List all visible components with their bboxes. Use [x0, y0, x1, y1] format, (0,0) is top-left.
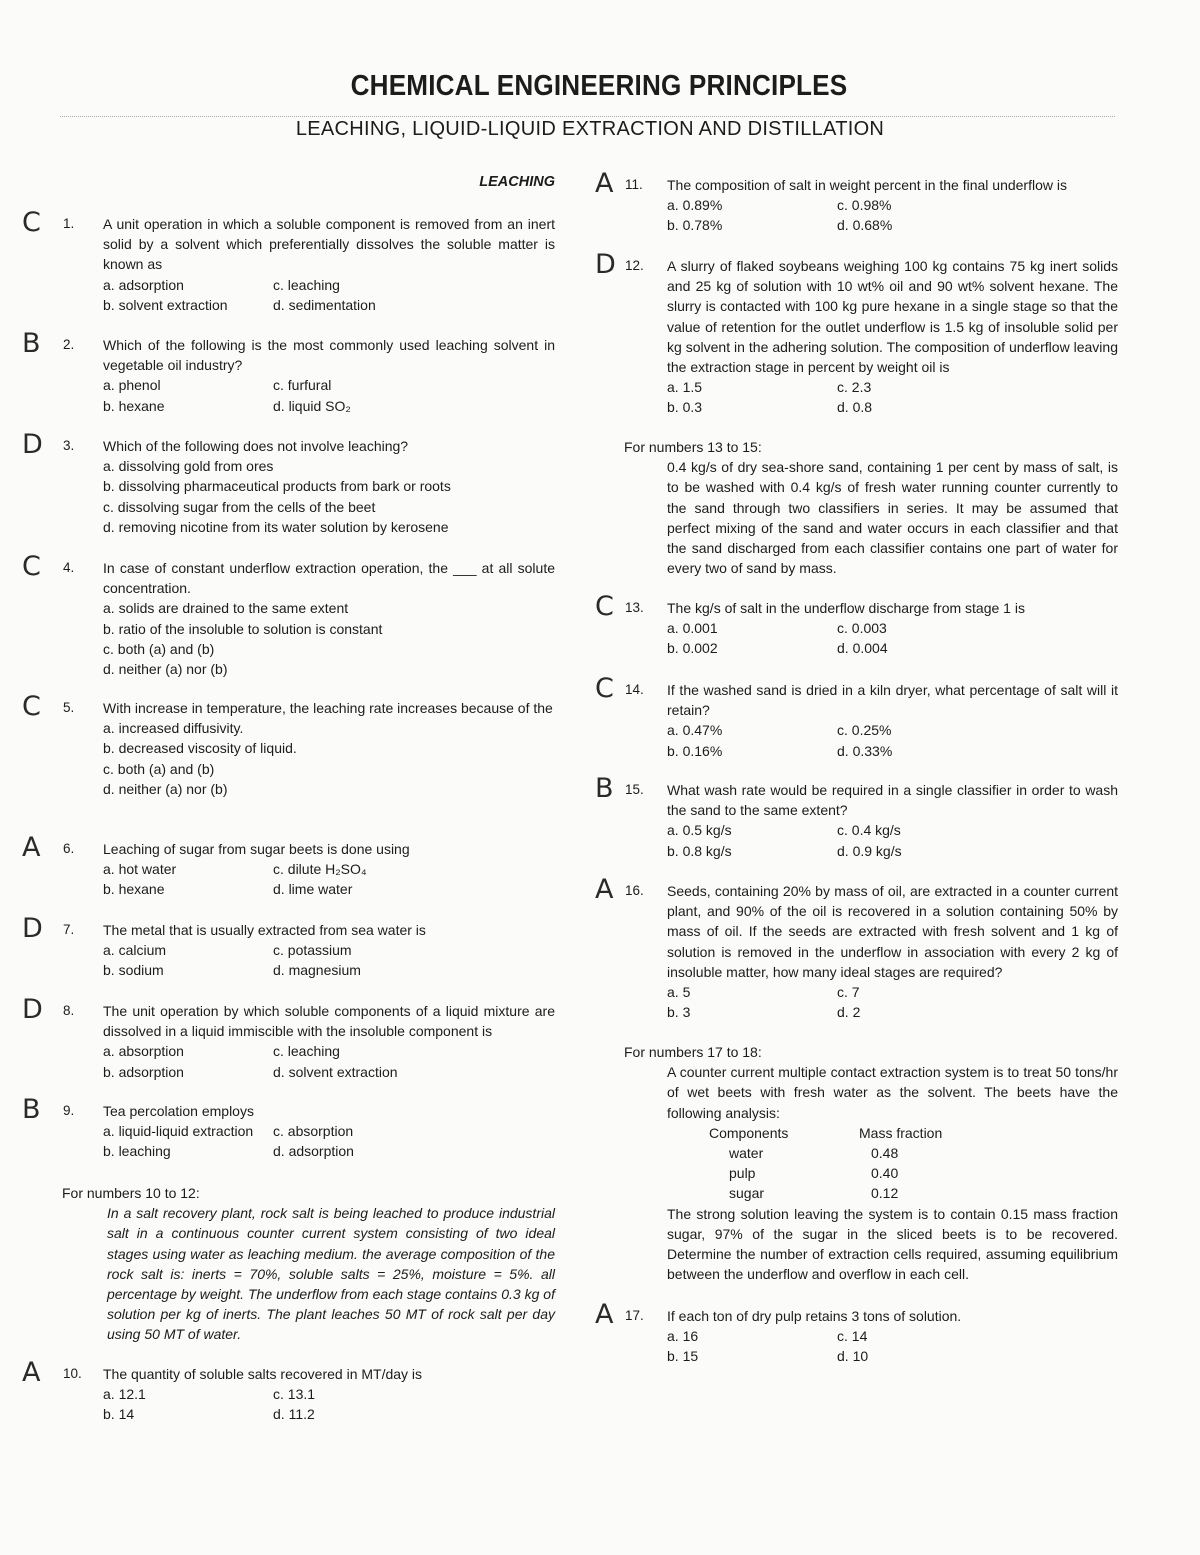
option-d: d. 0.33% — [837, 742, 893, 759]
option-b: b. leaching — [103, 1143, 171, 1160]
option-d: d. adsorption — [273, 1143, 354, 1160]
option-a: a. 0.47% — [667, 722, 723, 739]
title-divider — [60, 116, 1115, 117]
answer-mark: D — [22, 429, 43, 460]
option-d: d. 10 — [837, 1348, 869, 1365]
option-b: b. sodium — [103, 962, 164, 979]
question-stem: If each ton of dry pulp retains 3 tons of solution. — [667, 1308, 962, 1324]
option-a: a. 0.89% — [667, 197, 723, 214]
column-header-mass-fraction: Mass fraction — [859, 1124, 943, 1141]
answer-mark: C — [595, 591, 614, 622]
option-d: d. 0.9 kg/s — [837, 842, 902, 859]
page-title: CHEMICAL ENGINEERING PRINCIPLES — [350, 70, 848, 102]
option-c: c. 14 — [837, 1328, 868, 1345]
option-b: b. hexane — [103, 881, 165, 898]
context-heading: For numbers 17 to 18: — [624, 1044, 762, 1060]
question-1 — [22, 207, 555, 315]
question-17 — [595, 1299, 1118, 1367]
answer-mark: A — [595, 874, 614, 905]
answer-mark: A — [595, 1299, 614, 1330]
options — [667, 820, 1118, 860]
option-d: d. 2 — [837, 1004, 861, 1021]
component-value: 0.48 — [871, 1145, 899, 1162]
context-block-17-18 — [624, 1042, 1118, 1284]
answer-mark: D — [595, 249, 616, 280]
component-name: water — [729, 1145, 764, 1162]
option-c: c. potassium — [273, 942, 352, 959]
option-c: c. both (a) and (b) — [103, 760, 215, 777]
question-number: 4. — [63, 560, 75, 575]
option-c: c. 0.98% — [837, 197, 892, 214]
option-a: a. solids are drained to the same extent — [103, 600, 349, 617]
option-a: a. phenol — [103, 377, 161, 394]
answer-mark: C — [595, 673, 614, 704]
component-value: 0.12 — [871, 1185, 899, 1202]
options — [667, 377, 1118, 417]
question-number: 15. — [625, 782, 644, 797]
component-name: pulp — [729, 1165, 756, 1182]
context-heading: For numbers 10 to 12: — [62, 1185, 200, 1201]
options — [667, 720, 1118, 760]
context-body: In a salt recovery plant, rock salt is being leached to produce industrial salt in a continuous counter current system consisting of two ideal stages using water as leaching medium. the average composition of the rock salt is: inerts = 70%, soluble salts = 25%, moisture = 5%. all percentage by weight. The underflow from each stage contains 0.3 kg of solution per kg of inerts. The plant leaches 50 MT of rock salt per day using 50 MT of water. — [107, 1205, 555, 1343]
question-stem: If the washed sand is dried in a kiln dryer, what percentage of salt will it retain? — [667, 682, 1118, 719]
question-number: 12. — [625, 258, 644, 273]
option-b: b. 0.78% — [667, 217, 723, 234]
option-a: a. liquid-liquid extraction — [103, 1123, 254, 1140]
options — [103, 1384, 555, 1424]
context-heading: For numbers 13 to 15: — [624, 439, 762, 455]
option-d: d. 11.2 — [273, 1406, 315, 1423]
option-b: b. 0.8 kg/s — [667, 842, 732, 859]
question-stem: Tea percolation employs — [103, 1103, 254, 1119]
options — [103, 375, 555, 415]
option-b: b. 0.16% — [667, 742, 723, 759]
option-a: a. 12.1 — [103, 1386, 146, 1403]
question-7 — [22, 913, 555, 981]
question-number: 8. — [63, 1003, 75, 1018]
question-stem: The unit operation by which soluble components of a liquid mixture are dissolved in a liquid immiscible with the insoluble component is — [103, 1003, 555, 1040]
options — [667, 982, 1118, 1022]
question-10 — [22, 1357, 555, 1425]
option-b: b. dissolving pharmaceutical products from bark or roots — [103, 478, 451, 495]
question-3 — [22, 429, 555, 537]
question-4 — [22, 551, 555, 679]
beet-analysis-table — [709, 1123, 1118, 1204]
option-b: b. hexane — [103, 397, 165, 414]
option-b: b. adsorption — [103, 1063, 184, 1080]
options — [667, 618, 1118, 658]
answer-mark: D — [22, 994, 43, 1025]
question-5 — [22, 691, 555, 799]
question-12 — [595, 249, 1118, 418]
question-stem: What wash rate would be required in a single classifier in order to wash the sand to the same extent? — [667, 782, 1118, 819]
option-a: a. 5 — [667, 984, 691, 1001]
question-stem: With increase in temperature, the leaching rate increases because of the — [103, 700, 553, 716]
question-stem: In case of constant underflow extraction operation, the ___ at all solute concentration. — [103, 560, 555, 597]
question-number: 16. — [625, 883, 644, 898]
question-stem: Leaching of sugar from sugar beets is done using — [103, 841, 410, 857]
option-a: a. dissolving gold from ores — [103, 458, 274, 475]
option-d: d. liquid SO₂ — [273, 397, 351, 414]
question-stem: The composition of salt in weight percent in the final underflow is — [667, 177, 1067, 193]
column-header-components: Components — [709, 1124, 789, 1141]
option-a: a. 1.5 — [667, 379, 703, 396]
option-b: b. solvent extraction — [103, 296, 228, 313]
option-a: a. 0.001 — [667, 620, 718, 637]
answer-mark: B — [595, 773, 614, 804]
option-c: c. leaching — [273, 276, 340, 293]
context-block-10-12 — [62, 1183, 555, 1345]
question-stem: Which of the following is the most commonly used leaching solvent in vegetable oil industry? — [103, 337, 555, 374]
question-8 — [22, 994, 555, 1082]
answer-mark: A — [595, 168, 614, 199]
option-d: d. solvent extraction — [273, 1063, 398, 1080]
question-number: 14. — [625, 682, 644, 697]
question-stem: Which of the following does not involve leaching? — [103, 438, 409, 454]
option-a: a. absorption — [103, 1043, 184, 1060]
answer-mark: C — [22, 551, 41, 582]
question-14 — [595, 673, 1118, 761]
section-heading: LEACHING — [479, 174, 555, 190]
option-c: c. both (a) and (b) — [103, 640, 215, 657]
page-subtitle: LEACHING, LIQUID-LIQUID EXTRACTION AND DISTILLATION — [295, 118, 885, 140]
option-d: d. sedimentation — [273, 296, 376, 313]
question-number: 2. — [63, 337, 75, 352]
option-c: c. absorption — [273, 1123, 354, 1140]
options — [103, 1121, 555, 1161]
answer-mark: A — [22, 1357, 41, 1388]
option-b: b. decreased viscosity of liquid. — [103, 740, 297, 757]
option-b: b. 0.002 — [667, 640, 718, 657]
option-a: a. 16 — [667, 1328, 699, 1345]
component-name: sugar — [729, 1185, 765, 1202]
options — [667, 195, 1118, 235]
option-a: a. calcium — [103, 942, 167, 959]
question-stem: A slurry of flaked soybeans weighing 100 kg contains 75 kg inert solids and 25 kg of solution with 10 wt% oil and 90 wt% solvent hexane. The slurry is contacted with 100 kg pure hexane in a single stage so that the value of retention for the outlet underflow is 1.5 kg of insoluble solid per kg solvent in the adhering solution. The composition of underflow leaving the extraction stage in percent by weight oil is — [667, 258, 1118, 376]
question-number: 1. — [63, 216, 75, 231]
question-number: 5. — [63, 700, 75, 715]
option-b: b. 15 — [667, 1348, 699, 1365]
option-c: c. 7 — [837, 984, 860, 1001]
option-d: d. neither (a) nor (b) — [103, 661, 228, 678]
options — [103, 940, 555, 980]
option-c: c. dissolving sugar from the cells of the beet — [103, 498, 376, 515]
context-body: 0.4 kg/s of dry sea-shore sand, containing 1 per cent by mass of salt, is to be washed with 0.4 kg/s of fresh water running counter currently to the sand through two classifiers in series. It may be assumed that perfect mixing of the sand and water occurs in each classifier and that the sand discharged from each classifier contains one part of water for every two of sand by mass. — [667, 459, 1118, 577]
question-stem: The quantity of soluble salts recovered in MT/day is — [103, 1366, 423, 1382]
option-d: d. lime water — [273, 881, 353, 898]
option-a: a. 0.5 kg/s — [667, 822, 732, 839]
option-b: b. 0.3 — [667, 399, 703, 416]
option-c: c. dilute H₂SO₄ — [273, 861, 367, 878]
context-block-13-15 — [624, 437, 1118, 578]
question-number: 13. — [625, 600, 644, 615]
options — [103, 275, 555, 315]
question-stem: Seeds, containing 20% by mass of oil, are extracted in a counter current plant, and 90% of the oil is recovered in a solution containing 50% by mass of oil. If the seeds are extracted with fresh solvent and 1 kg of solution is removed in the underflow in association with every 2 kg of insoluble matter, how many ideal stages are required? — [667, 883, 1118, 980]
option-c: c. leaching — [273, 1043, 340, 1060]
option-d: d. neither (a) nor (b) — [103, 780, 228, 797]
question-number: 6. — [63, 841, 75, 856]
question-9 — [22, 1094, 555, 1162]
question-15 — [595, 773, 1118, 861]
option-c: c. 0.25% — [837, 722, 892, 739]
question-number: 10. — [63, 1366, 82, 1381]
option-a: a. increased diffusivity. — [103, 720, 244, 737]
component-value: 0.40 — [871, 1165, 899, 1182]
option-a: a. adsorption — [103, 276, 184, 293]
context-body: A counter current multiple contact extraction system is to treat 50 tons/hr of wet beets with fresh water as the solvent. The beets have the following analysis: — [667, 1064, 1118, 1121]
question-stem: A unit operation in which a soluble component is removed from an inert solid by a solvent which preferentially dissolves the soluble matter is known as — [103, 216, 555, 273]
options — [103, 1041, 555, 1081]
answer-mark: D — [22, 913, 43, 944]
option-c: c. 0.4 kg/s — [837, 822, 901, 839]
option-b: b. 14 — [103, 1406, 135, 1423]
question-number: 11. — [625, 177, 643, 192]
question-number: 3. — [63, 438, 75, 453]
answer-mark: B — [22, 328, 41, 359]
option-b: b. 3 — [667, 1004, 691, 1021]
context-tail: The strong solution leaving the system is to contain 0.15 mass fraction sugar, 97% of the sugar in the sliced beets is to be recovered. Determine the number of extraction cells required, assuming equilibrium between the underflow and overflow in each cell. — [667, 1205, 1118, 1283]
answer-mark: C — [22, 691, 41, 722]
answer-mark: B — [22, 1094, 41, 1125]
question-2 — [22, 328, 555, 416]
option-c: c. 2.3 — [837, 379, 872, 396]
options — [103, 859, 555, 899]
question-number: 17. — [625, 1308, 644, 1323]
option-a: a. hot water — [103, 861, 177, 878]
option-c: c. furfural — [273, 377, 332, 394]
question-13 — [595, 591, 1118, 659]
question-16 — [595, 874, 1118, 1022]
option-b: b. ratio of the insoluble to solution is constant — [103, 620, 383, 637]
option-c: c. 0.003 — [837, 620, 887, 637]
option-d: d. removing nicotine from its water solution by kerosene — [103, 518, 449, 535]
option-c: c. 13.1 — [273, 1386, 316, 1403]
question-stem: The kg/s of salt in the underflow discharge from stage 1 is — [667, 600, 1025, 616]
option-d: d. 0.68% — [837, 217, 893, 234]
question-stem: The metal that is usually extracted from sea water is — [103, 922, 426, 938]
question-number: 7. — [63, 922, 75, 937]
answer-mark: A — [22, 832, 41, 863]
option-d: d. 0.8 — [837, 399, 873, 416]
question-11 — [595, 168, 1118, 236]
question-number: 9. — [63, 1103, 75, 1118]
options — [667, 1326, 1118, 1366]
option-d: d. 0.004 — [837, 640, 888, 657]
question-6 — [22, 832, 555, 900]
answer-mark: C — [22, 207, 41, 238]
option-d: d. magnesium — [273, 962, 361, 979]
